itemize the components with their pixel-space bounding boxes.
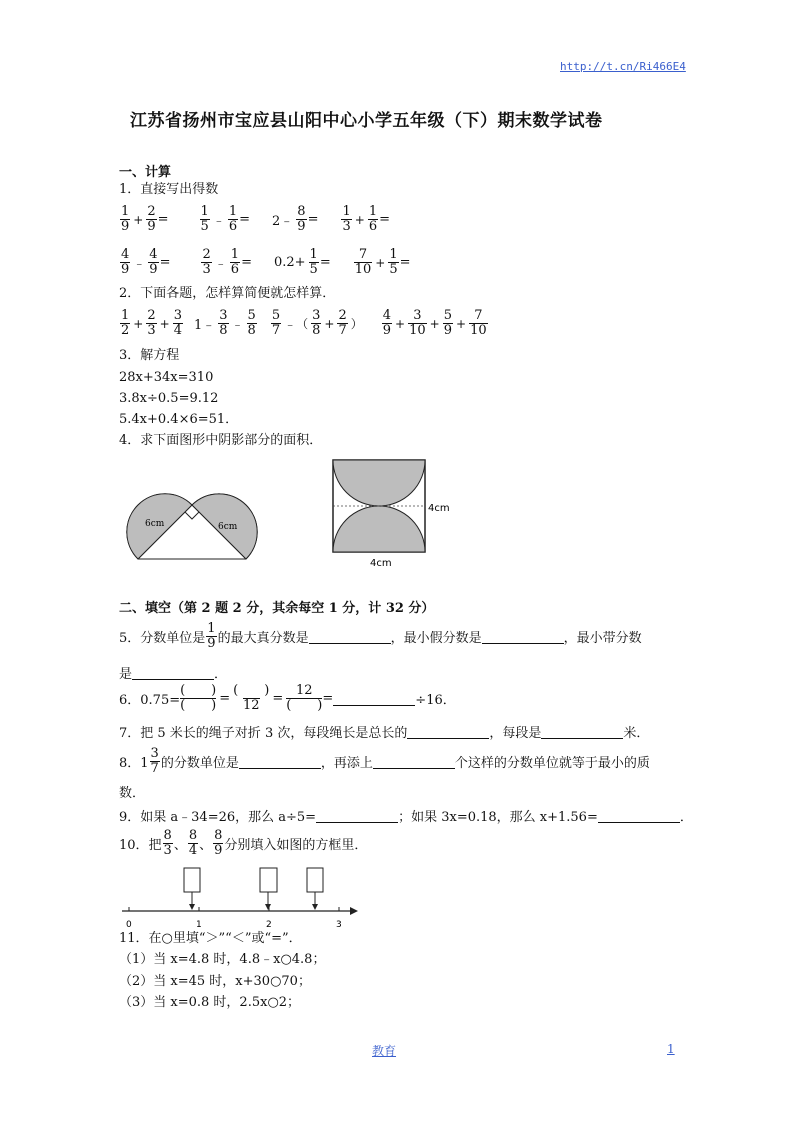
q10-line: 10．把 $\frac{8}{3}$ 、 $\frac{8}{4}$ 、 $\frac{8}{9}$ 分别填入如图的方框里． <box>119 828 368 858</box>
q10-text-a: 10．把 <box>119 838 162 853</box>
section1-heading: 一、计算 <box>119 165 172 180</box>
fraction: $\frac{7}{10}$ <box>354 247 372 277</box>
fraction: $\frac{1}{2}$ <box>121 308 130 338</box>
answer-box-3[interactable] <box>307 868 323 892</box>
fig1-label-left: 6cm <box>145 519 165 529</box>
q5-blank-2[interactable] <box>482 629 564 644</box>
fraction: $\frac{3}{8}$ <box>312 308 321 338</box>
q10-frac-1: $\frac{8}{3}$ <box>163 828 172 858</box>
expression: 2﹣ $\frac{8}{9}$ = <box>272 204 319 234</box>
answer-box-2[interactable] <box>260 868 277 892</box>
fraction: $\frac{1}{5}$ <box>200 204 209 234</box>
footer-center-link[interactable]: 教育 <box>372 1044 397 1058</box>
q5-frac: $\frac{1}{9}$ <box>207 621 216 651</box>
q11-label: 11．在○里填“＞”“＜”或“=”． <box>119 931 302 946</box>
q5-blank-3[interactable] <box>132 665 214 680</box>
q3-equation-3: 5.4x+0.4×6=51． <box>119 412 239 427</box>
q5-line1 <box>119 622 642 651</box>
fraction: $\frac{1}{5}$ <box>389 247 398 277</box>
q6-blank[interactable] <box>333 691 415 706</box>
fraction: $\frac{8}{9}$ <box>297 204 306 234</box>
q7-line <box>119 722 649 741</box>
q7-blank-1[interactable] <box>407 724 489 739</box>
fraction: $\frac{4}{9}$ <box>121 247 130 277</box>
fraction: $\frac{1}{9}$ <box>121 204 130 234</box>
expression: $\frac{4}{9}$ + $\frac{3}{10}$ + $\frac{5}{9}$ + $\frac{7}{10}$ <box>382 308 487 338</box>
q5-text-c: ，最小假分数是 <box>390 631 482 646</box>
fraction: $\frac{2}{3}$ <box>202 247 211 277</box>
q9-blank-2[interactable] <box>598 808 680 823</box>
q9-line <box>119 806 693 825</box>
figure-semicircles <box>118 485 268 565</box>
q5-text-e: 是 <box>119 667 133 682</box>
q5-text-b: 的最大真分数是 <box>217 631 309 646</box>
fig2-label-bottom: 4cm <box>370 558 392 569</box>
q11-item-2: （2）当 x=45 时，x+30○70； <box>119 974 311 989</box>
fraction: $\frac{5}{9}$ <box>443 308 452 338</box>
q4-label: 4．求下面图形中阴影部分的面积． <box>119 433 323 448</box>
tick-label-0: 0 <box>126 920 132 930</box>
q10-frac-3: $\frac{8}{9}$ <box>214 828 223 858</box>
tick-label-3: 3 <box>336 920 342 930</box>
q8-blank-2[interactable] <box>373 754 455 769</box>
fraction: $\frac{3}{10}$ <box>409 308 426 338</box>
q10-text-b: 分别填入如图的方框里． <box>224 838 368 853</box>
header-link[interactable]: http://t.cn/Ri466E4 <box>560 60 686 73</box>
q9-blank-1[interactable] <box>316 808 398 823</box>
section2-heading: 二、填空（第 2 题 2 分，其余每空 1 分，计 32 分） <box>119 601 435 616</box>
fig2-label-right: 4cm <box>428 503 450 514</box>
expression: $\frac{2}{3}$ ﹣ $\frac{1}{6}$ = <box>202 247 252 277</box>
q5-blank-1[interactable] <box>309 629 391 644</box>
fraction: $\frac{5}{7}$ <box>271 308 281 338</box>
q6-frac-2[interactable]: ( ) 12 <box>233 683 270 713</box>
fraction: $\frac{1}{5}$ <box>309 247 318 277</box>
q2-label: 2．下面各题，怎样算简便就怎样算． <box>119 286 336 301</box>
fraction: $\frac{4}{9}$ <box>149 247 158 277</box>
q8-frac: $\frac{3}{7}$ <box>150 746 159 776</box>
fraction: $\frac{1}{6}$ <box>228 204 238 234</box>
number-line <box>118 864 368 932</box>
fraction: $\frac{7}{10}$ <box>470 308 487 338</box>
q9-text-b: ；如果 3x=0.18，那么 x+1.56= <box>398 810 598 825</box>
q1-row2 <box>119 248 433 277</box>
page-title: 江苏省扬州市宝应县山阳中心小学五年级（下）期末数学试卷 <box>130 111 603 131</box>
q9-text-a: 9．如果 a﹣34=26，那么 a÷5= <box>119 810 317 825</box>
fraction: $\frac{5}{8}$ <box>247 308 256 338</box>
expression: 1﹣ $\frac{3}{8}$ ﹣ $\frac{5}{8}$ <box>193 308 256 338</box>
page-number: 1 <box>667 1042 675 1056</box>
q7-blank-2[interactable] <box>541 724 623 739</box>
expression: $\frac{4}{9}$ ﹣ $\frac{4}{9}$ = <box>121 247 171 277</box>
q6-text-b: ÷16． <box>415 693 456 708</box>
q3-equation-2: 3.8x÷0.5=9.12 <box>119 391 219 406</box>
fraction: $\frac{3}{4}$ <box>173 308 182 338</box>
q10-frac-2: $\frac{8}{4}$ <box>188 828 198 858</box>
expression: 0.2+ $\frac{1}{5}$ = <box>273 247 331 277</box>
fig1-label-right: 6cm <box>218 522 238 532</box>
q5-text-f: ． <box>214 667 228 682</box>
fraction: $\frac{1}{6}$ <box>230 247 240 277</box>
fraction: $\frac{4}{9}$ <box>382 308 392 338</box>
q8-text-c: ，再添上 <box>320 756 373 771</box>
q5-text-a: 5．分数单位是 <box>119 631 206 646</box>
q3-equation-1: 28x+34x=310 <box>119 370 214 385</box>
fraction: $\frac{2}{3}$ <box>147 308 156 338</box>
q7-text-b: ，每段是 <box>489 726 542 741</box>
expression: $\frac{1}{3}$ + $\frac{1}{6}$ = <box>342 204 391 234</box>
q8-text-a: 8．1 <box>119 756 149 771</box>
fraction: $\frac{2}{9}$ <box>147 204 156 234</box>
q9-text-c: ． <box>679 810 693 825</box>
expression: $\frac{1}{5}$ ﹣ $\frac{1}{6}$ = <box>200 204 251 234</box>
right-angle-mark <box>185 512 199 519</box>
q6-text-a: 6．0.75= <box>119 693 181 708</box>
fraction: $\frac{1}{6}$ <box>368 204 378 234</box>
expression: $\frac{1}{2}$ + $\frac{2}{3}$ + $\frac{3}{4}$ <box>121 308 182 338</box>
answer-box-1[interactable] <box>184 868 200 892</box>
q2-expressions <box>119 309 489 338</box>
expression: $\frac{5}{7}$ ﹣（ $\frac{3}{8}$ + $\frac{2}{7}$ ） <box>271 308 363 338</box>
q8-line1 <box>119 747 650 776</box>
q5-text-d: ，最小带分数 <box>563 631 642 646</box>
q7-text-c: 米． <box>623 726 650 741</box>
expression: $\frac{7}{10}$ + $\frac{1}{5}$ = <box>354 247 411 277</box>
q6-line: 6．0.75= ( ) ( ) = ( ) 12 = 12 ( ) = ÷16． <box>119 683 456 713</box>
q7-text-a: 7．把 5 米长的绳子对折 3 次，每段绳长是总长的 <box>119 726 408 741</box>
q11-item-1: （1）当 x=4.8 时，4.8﹣x○4.8； <box>119 952 326 967</box>
q8-text-b: 的分数单位是 <box>160 756 239 771</box>
fraction: $\frac{1}{3}$ <box>342 204 351 234</box>
q3-label: 3．解方程 <box>119 348 180 363</box>
q1-label: 1．直接写出得数 <box>119 182 219 197</box>
expression: $\frac{1}{9}$ + $\frac{2}{9}$ = <box>121 204 169 234</box>
fraction: $\frac{2}{7}$ <box>338 308 347 338</box>
q11-item-3: （3）当 x=0.8 时，2.5x○2； <box>119 995 301 1010</box>
q5-line2 <box>119 663 227 682</box>
fraction: $\frac{3}{8}$ <box>219 308 228 338</box>
figure-square-arcs <box>328 456 458 571</box>
q6-frac-1[interactable]: ( ) ( ) <box>180 683 217 713</box>
tick-label-1: 1 <box>196 920 202 930</box>
q8-line2: 数． <box>119 786 146 801</box>
q6-frac-3[interactable]: 12 ( ) <box>286 683 323 713</box>
q1-row1 <box>119 205 412 234</box>
q8-text-d: 个这样的分数单位就等于最小的质 <box>454 756 650 771</box>
q8-blank-1[interactable] <box>239 754 321 769</box>
tick-label-2: 2 <box>266 920 272 930</box>
